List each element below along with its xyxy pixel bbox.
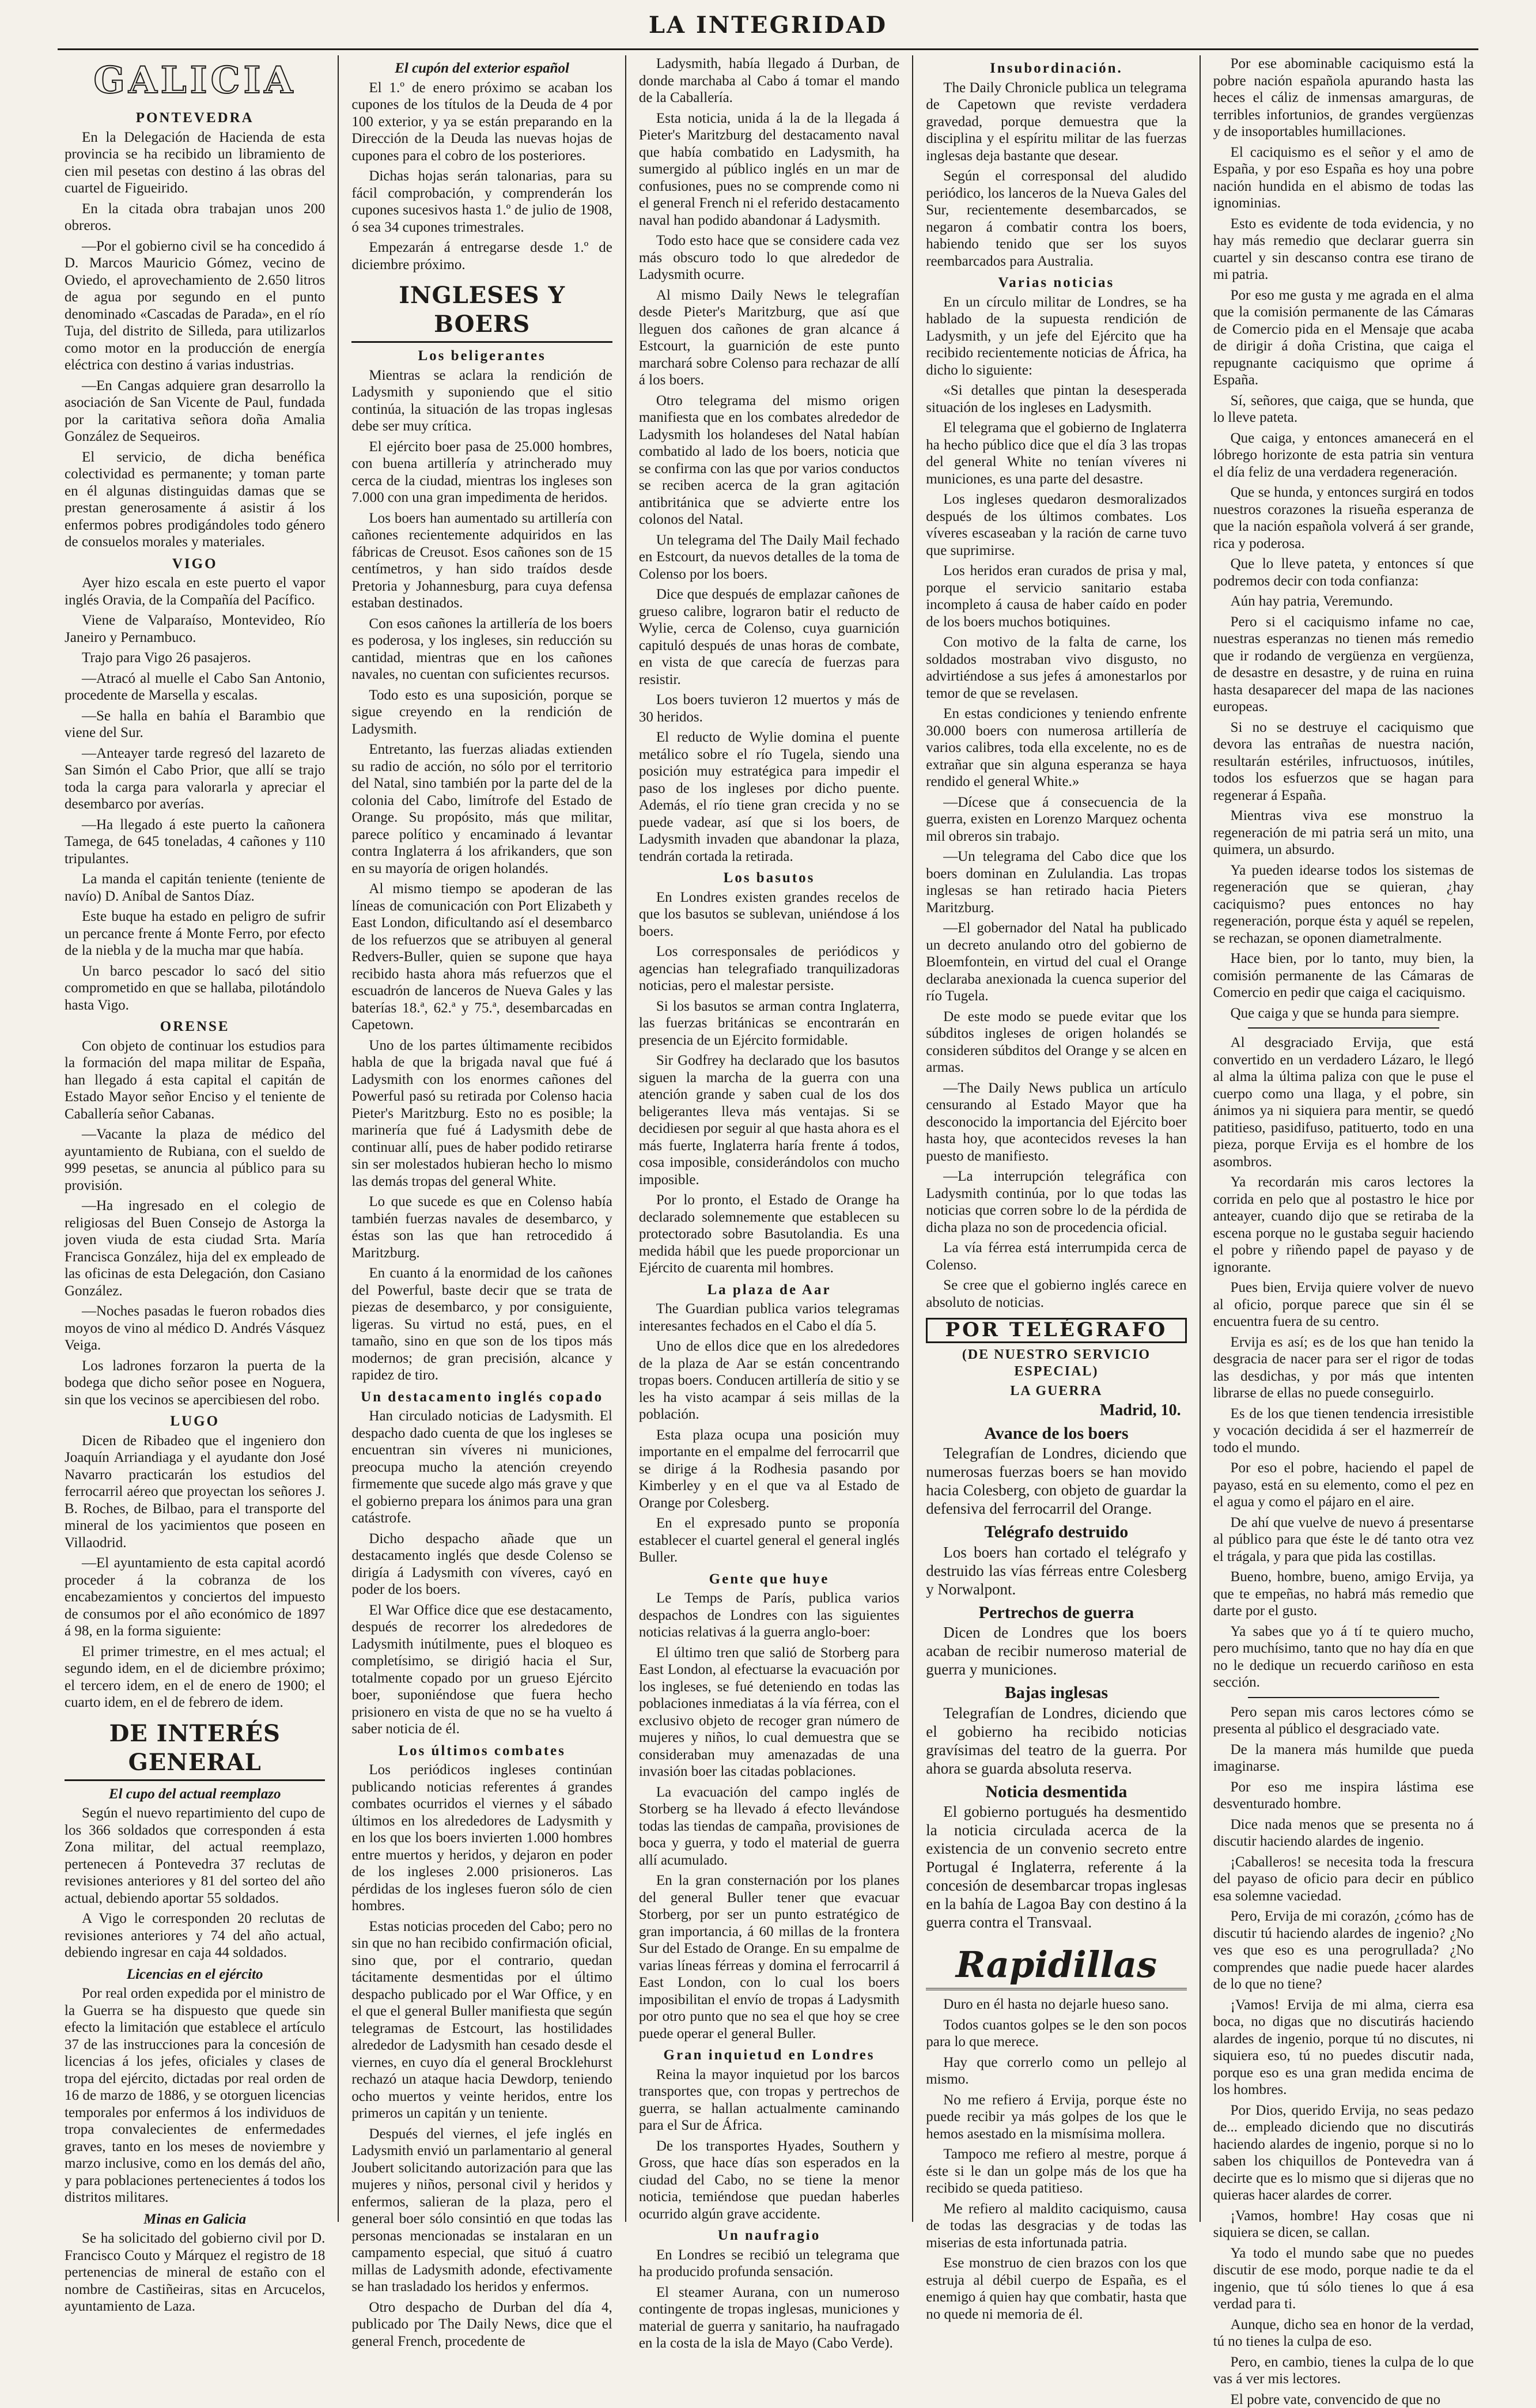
column-1	[52, 55, 338, 2222]
paragraph: De este modo se puede evitar que los súbditos ingleses de origen holandés se consideren súbditos del Orange y se alcen en armas.	[926, 1008, 1186, 1076]
paragraph: El gobierno portugués ha desmentido la noticia circulada acerca de la existencia de un convenio secreto entre Portugal é Inglaterra, referente á la concesión de desembarcar tropas inglesas en la bahía de Lagoa Bay con destino á la guerra contra el Transvaal.	[926, 1802, 1186, 1931]
subhead-varias-noticias: Varias noticias	[926, 274, 1186, 292]
subhead-orense: ORENSE	[65, 1018, 325, 1035]
paragraph: Aún hay patria, Veremundo.	[1213, 593, 1474, 610]
paragraph: En la citada obra trabajan unos 200 obreros.	[65, 201, 325, 235]
paragraph: —The Daily News publica un artículo censurando al Estado Mayor que ha desconocido la importancia del Ejército boer hasta hoy, que acontecidos reveses la han puesto de manifiesto.	[926, 1080, 1186, 1165]
paragraph: Mientras viva ese monstruo la regeneración de mi patria será un mito, una quimera, un absurdo.	[1213, 807, 1474, 859]
paragraph: Dichas hojas serán talonarias, para su fácil comprobación, y comprenderán los cupones sucesivos hasta 1.º de julio de 1908, ó sea 34 cupones trimestrales.	[351, 168, 612, 236]
paragraph: Pero, Ervija de mi corazón, ¿cómo has de discutir tú haciendo alardes de ingenio? ¿No ves que eso es una perogrullada? ¿No comprendes que nadie puede hacer alardes de lo que no tiene?	[1213, 1908, 1474, 1993]
paragraph: El steamer Aurana, con un numeroso contingente de tropas inglesas, municiones y material de guerra y sanitario, ha naufragado en la costa de la isla de Mayo (Cabo Verde).	[639, 2284, 899, 2352]
subhead-plaza-aar: La plaza de Aar	[639, 1282, 899, 1299]
paragraph: Por eso me inspira lástima ese desventurado hombre.	[1213, 1779, 1474, 1813]
paragraph: The Daily Chronicle publica un telegrama de Capetown que reviste verdadera gravedad, porque demuestra que la disciplina y el espíritu militar de las fuerzas inglesas deja bastante que desear.	[926, 80, 1186, 165]
paragraph: Ese monstruo de cien brazos con los que estruja al débil cuerpo de España, es el enemigo á quien hay que combatir, hasta que no quede ni memoria de él.	[926, 2255, 1186, 2323]
paragraph: Si no se destruye el caciquismo que devora las entrañas de nuestra nación, resultarán estériles, infructuosos, inútiles, todos los esfuerzos que se hagan para regenerar á España.	[1213, 719, 1474, 804]
paragraph: El caciquismo es el señor y el amo de España, y por eso España es hoy una pobre nación hundida en el abismo de todas las ignominias.	[1213, 144, 1474, 212]
paragraph: Por ese abominable caciquismo está la pobre nación española apurando hasta las heces el cáliz de inmensas amarguras, de terribles infortunios, de grandes vergüenzas y de insoportables humillaciones.	[1213, 55, 1474, 141]
paragraph: En la Delegación de Hacienda de esta provincia se ha recibido un libramiento de cien mil pesetas con destino á las obras del cuartel de Figueirido.	[65, 129, 325, 197]
paragraph: Los ladrones forzaron la puerta de la bodega que dicho señor posee en Noguera, sin que los vecinos se apercibiesen del robo.	[65, 1358, 325, 1409]
paragraph: Todo esto hace que se considere cada vez más obscuro todo lo que alrededor de Ladysmith ocurre.	[639, 232, 899, 283]
paragraph: Según el nuevo repartimiento del cupo de los 366 soldados que corresponden á esta Zona militar, del actual reemplazo, pertenecen á Pontevedra 37 reclutas de revisiones anteriores y 81 del sorteo del año actual, debiendo aportar 55 soldados.	[65, 1805, 325, 1907]
paragraph: Ladysmith, había llegado á Durban, de donde marchaba al Cabo á tomar el mando de la Caballería.	[639, 55, 899, 107]
paragraph: A Vigo le corresponden 20 reclutas de revisiones anteriores y 74 del año actual, debiendo ingresar en caja 44 soldados.	[65, 1910, 325, 1961]
paragraph: La manda el capitán teniente (teniente de navío) D. Aníbal de Santos Díaz.	[65, 871, 325, 905]
subhead-beligerantes: Los beligerantes	[351, 347, 612, 365]
paragraph: En Londres se recibió un telegrama que ha producido profunda sensación.	[639, 2247, 899, 2281]
paragraph: En estas condiciones y teniendo enfrente 30.000 boers con numerosa artillería de varios calibres, toda ella excelente, no es de extrañar que sin alguna esperanza se haya rendido el general White.»	[926, 705, 1186, 791]
paragraph: Dicen de Londres que los boers acaban de recibir numeroso material de guerra y municiones.	[926, 1623, 1186, 1679]
paragraph: Si los basutos se arman contra Inglaterra, las fuerzas británicas se encontrarán en presencia de un Ejército formidable.	[639, 998, 899, 1049]
paragraph: En un círculo militar de Londres, se ha hablado de la supuesta rendición de Ladysmith, y un jefe del Ejército que ha recibido recientemente noticias de África, ha dicho lo siguiente:	[926, 294, 1186, 379]
subhead-desmentida: Noticia desmentida	[926, 1783, 1186, 1801]
paragraph: ¡Vamos, hombre! Hay cosas que ni siquiera se dicen, se callan.	[1213, 2207, 1474, 2241]
paragraph: —Atracó al muelle el Cabo San Antonio, procedente de Marsella y escalas.	[65, 670, 325, 704]
paragraph: Dicho despacho añade que un destacamento inglés que desde Colenso se dirigía á Ladysmith con víveres, cayó en poder de los boers.	[351, 1530, 612, 1598]
paragraph: Se cree que el gobierno inglés carece en absoluto de noticias.	[926, 1277, 1186, 1311]
paragraph: —Noches pasadas le fueron robados dies moyos de vino al médico D. Andrés Vásquez Veiga.	[65, 1303, 325, 1354]
paragraph: Uno de los partes últimamente recibidos habla de que la brigada naval que fué á Ladysmith con los enormes cañones del Powerful pasó su retirada por Colenso hacia Pieter's Maritzburg. Esto no es posible; la marinería que fué á Ladysmith debe de continuar allí, pues de haber podido retirarse sin ser molestados hubieran hecho lo mismo las demás tropas del general White.	[351, 1037, 612, 1190]
paragraph: Con esos cañones la artillería de los boers es poderosa, y los ingleses, sin reducción su cantidad, mientras que en los cañones navales, no cuentan con suficientes recursos.	[351, 615, 612, 683]
column-5	[1200, 55, 1486, 2222]
paragraph: Los boers tuvieron 12 muertos y más de 30 heridos.	[639, 691, 899, 725]
paragraph: Tampoco me refiero al mestre, porque á éste si le dan un golpe más de los que ha recibido se queda patitieso.	[926, 2146, 1186, 2197]
subhead-pontevedra: PONTEVEDRA	[65, 109, 325, 127]
paragraph: —El gobernador del Natal ha publicado un decreto anulando otro del gobierno de Bloemfontein, en virtud del cual el Orange declaraba anexionada la cuenca superior del río Tugela.	[926, 920, 1186, 1005]
paragraph: —Por el gobierno civil se ha concedido á D. Marcos Mauricio Gómez, vecino de Oviedo, el aprovechamiento de 2.650 litros de agua por segundo en el punto denominado «Cascadas de Parada», en el río Tuja, del distrito de Silleda, para utilizarlos como motor en la producción de energía eléctrica con destino á varias industrias.	[65, 238, 325, 374]
paragraph: No me refiero á Ervija, porque éste no puede recibir ya más golpes de los que le hemos asestado en la mismísima mollera.	[926, 2092, 1186, 2143]
paragraph: —El ayuntamiento de esta capital acordó proceder á la cobranza de los encabezamientos y conciertos del impuesto de consumos por el año económico de 1897 á 98, en la forma siguiente:	[65, 1555, 325, 1640]
paragraph: El servicio, de dicha benéfica colectividad es permanente; y toman parte en él algunas distinguidas damas que se prestan generosamente á asistir á los enfermos pobres prodigándoles todo género de consuelos morales y materiales.	[65, 449, 325, 551]
paragraph: Ya recordarán mis caros lectores la corrida en pelo que al postastro le hice por anteayer, cuando dijo que se retiraba de la escena porque no le gustaba seguir haciendo el pobre y riñendo papel de payaso y de ignorante.	[1213, 1174, 1474, 1276]
column-3	[625, 55, 912, 2222]
paragraph: —Ha ingresado en el colegio de religiosas del Buen Consejo de Astorga la joven viuda de esta ciudad Srta. María Francisca González, hija del ex empleado de las oficinas de esta Delegación, don Casiano González.	[65, 1197, 325, 1299]
paragraph: Dice que después de emplazar cañones de grueso calibre, lograron batir el reducto de Wylie, cerca de Colenso, cuya guarnición capituló después de unas horas de combate, en vista de que carecía de fuerzas para resistir.	[639, 586, 899, 688]
newspaper-title: LA INTEGRIDAD	[649, 12, 887, 39]
paragraph: Ayer hizo escala en este puerto el vapor inglés Oravia, de la Compañía del Pacífico.	[65, 574, 325, 608]
paragraph: Bueno, hombre, bueno, amigo Ervija, ya que te empeñas, no habrá más remedio que darte por el gusto.	[1213, 1568, 1474, 1620]
paragraph: —Dícese que á consecuencia de la guerra, existen en Lorenzo Marquez ochenta mil obreros sin trabajo.	[926, 794, 1186, 845]
paragraph: En cuanto á la enormidad de los cañones del Powerful, baste decir que se trata de piezas de desembarco, y por consiguiente, ligeras. Su virtud no está, pues, en el tamaño, sino en que son de los tipos más modernos; de gran precisión, alcance y rapidez de tiro.	[351, 1265, 612, 1384]
paragraph: En el expresado punto se proponía establecer el cuartel general el general inglés Buller.	[639, 1515, 899, 1566]
paragraph: Telegrafían de Londres, diciendo que numerosas fuerzas boers se han movido hacia Colesberg, con objeto de guardar la defensiva del ferrocarril del Orange.	[926, 1444, 1186, 1518]
paragraph: Pero sepan mis caros lectores cómo se presenta al público el desgraciado vate.	[1213, 1704, 1474, 1738]
paragraph: Uno de ellos dice que en los alrededores de la plaza de Aar se están concentrando tropas boers. Conducen artillería de sitio y se les ha visto acampar á seis millas de la población.	[639, 1338, 899, 1423]
paragraph: Por Dios, querido Ervija, no seas pedazo de... empleado diciendo que no discutirás haciendo alardes de ingenio, porque si no lo saben los chiquillos de Pontevedra van á decirte que es lo mismo que si dijeras que no quieras hacer alardes de correr.	[1213, 2102, 1474, 2204]
paragraph: Los boers han cortado el telégrafo y destruido las vías férreas entre Colesberg y Norwalpont.	[926, 1543, 1186, 1598]
subhead-licencias: Licencias en el ejército	[65, 1966, 325, 1983]
section-title-rapidillas: Rapidillas	[926, 1942, 1186, 1990]
paragraph: Pues bien, Ervija quiere volver de nuevo al oficio, porque parece que sin él se encuentra fuera de su centro.	[1213, 1279, 1474, 1330]
subhead-vigo: VIGO	[65, 555, 325, 573]
paragraph: Al mismo Daily News le telegrafían desde Pieter's Maritzburg, que así que lleguen dos cañones de gran alcance á Estcourt, la guarnición de este punto marchará sobre Colenso para rechazar de allí á los boers.	[639, 287, 899, 389]
divider	[1248, 1697, 1439, 1698]
paragraph: Otro despacho de Durban del día 4, publicado por The Daily News, dice que el general French, procedente de	[351, 2299, 612, 2350]
subhead-naufragio: Un naufragio	[639, 2227, 899, 2244]
paragraph: Ervija es así; es de los que han tenido la desgracia de nacer para ser el rigor de todas las desdichas, y por más que intenten librarse de ellas no puede conseguirlo.	[1213, 1334, 1474, 1402]
paragraph: Por eso el pobre, haciendo el papel de payaso, está en su elemento, como el pez en el agua y como el pájaro en el aire.	[1213, 1460, 1474, 1511]
paragraph: Le Temps de París, publica varios despachos de Londres con las siguientes noticias relativas á la guerra anglo-boer:	[639, 1590, 899, 1641]
paragraph: «Si detalles que pintan la desesperada situación de los ingleses en Ladysmith.	[926, 382, 1186, 416]
paragraph: El pobre vate, convencido de que no	[1213, 2391, 1474, 2408]
subhead-inquietud: Gran inquietud en Londres	[639, 2047, 899, 2064]
paragraph: Dicen de Ribadeo que el ingeniero don Joaquín Arriandiaga y el ayudante don José Navarro practicarán los estudios del ferrocarril aéreo que proyectan los señores J. B. Roches, de Bilbao, para el transporte del mineral de los yacimientos que poseen en Villaodrid.	[65, 1432, 325, 1552]
subhead-cupon: El cupón del exterior español	[351, 60, 612, 77]
paragraph: Por real orden expedida por el ministro de la Guerra se ha dispuesto que quede sin efecto la limitación que establece el artículo 37 de las instrucciones para la concesión de licencias á los jefes, oficiales y clases de tropa del ejército, dictadas por real orden de 16 de marzo de 1886, y se otorguen licencias temporales por enfermos á los individuos de tropa convalecientes de enfermedades graves, tanto en los meses de noviembre y marzo inclusive, como en los demás del año, y para poblaciones pertenecientes á todos los distritos militares.	[65, 1985, 325, 2206]
paragraph: Esta plaza ocupa una posición muy importante en el empalme del ferrocarril que se dirige á la Rodhesia pasando por Kimberley y en el que va al Estado de Orange por Colesberg.	[639, 1427, 899, 1512]
paragraph: Los ingleses quedaron desmoralizados después de los últimos combates. Los víveres escaseaban y la ración de carne tuvo que suprimirse.	[926, 491, 1186, 559]
paragraph: Que caiga y que se hunda para siempre.	[1213, 1005, 1474, 1022]
paragraph: —En Cangas adquiere gran desarrollo la asociación de San Vicente de Paul, fundada por la caritativa señora doña Amalia González de Sequeiros.	[65, 377, 325, 445]
paragraph: Que caiga, y entonces amanecerá en el lóbrego horizonte de esta patria sin ventura el día feliz de una verdadera regeneración.	[1213, 430, 1474, 481]
paragraph: Pero si el caciquismo infame no cae, nuestras esperanzas no tienen más remedio que ir rodando de vergüenza en vergüenza, de desastre en desastre, y de ruina en ruina hasta desaparecer del mapa de las naciones europeas.	[1213, 614, 1474, 716]
paragraph: De los transportes Hyades, Southern y Gross, que hace días son esperados en la ciudad del Cabo, no se tiene la menor noticia, temiéndose que puedan haberles ocurrido algún grave accidente.	[639, 2138, 899, 2223]
page-columns	[52, 55, 1486, 2222]
paragraph: Hay que correrlo como un pellejo al mismo.	[926, 2054, 1186, 2088]
paragraph: El telegrama que el gobierno de Inglaterra ha hecho público dice que el día 3 las tropas del general White no tenían víveres ni municiones, es una parte del desastre.	[926, 419, 1186, 487]
subhead-gente-huye: Gente que huye	[639, 1571, 899, 1588]
telegraph-dateline: Madrid, 10.	[926, 1402, 1181, 1419]
paragraph: Es de los que tienen tendencia irresistible y vocación decidida á ser el hazmerreír de todo el mundo.	[1213, 1405, 1474, 1457]
paragraph: Todos cuantos golpes se le den son pocos para lo que merece.	[926, 2017, 1186, 2051]
paragraph: Los periódicos ingleses continúan publicando noticias referentes á grandes combates ocurridos el viernes y el sábado últimos en los alrededores de Ladysmith y en los que los boers invierten 1.000 hombres entre muertos y heridos, y dejaron en poder de los ingleses 2.000 prisioneros. Las pérdidas de los ingleses fueron sólo de cien hombres.	[351, 1761, 612, 1915]
subhead-avance: Avance de los boers	[926, 1425, 1186, 1442]
subhead-insubordinacion: Insubordinación.	[926, 60, 1186, 77]
paragraph: El primer trimestre, en el mes actual; el segundo idem, en el de diciembre próximo; el tercero idem, en el de enero de 1900; el cuarto idem, en el de febrero de idem.	[65, 1643, 325, 1711]
paragraph: En la gran consternación por los planes del general Buller tener que evacuar Storberg, por ser un punto estratégico de gran importancia, á 60 millas de la frontera Sur del Estado de Orange. En su empalme de varias líneas férreas y domina el ferrocarril á East London, con lo cual los boers imposibilitan el envío de tropas á Ladysmith por otro punto que no sea el que hoy se cree puede operar el general Buller.	[639, 1872, 899, 2042]
paragraph: —Vacante la plaza de médico del ayuntamiento de Rubiana, con el sueldo de 999 pesetas, se anuncia al público para su provisión.	[65, 1126, 325, 1194]
column-4	[912, 55, 1199, 2222]
paragraph: Esto es evidente de toda evidencia, y no hay más remedio que declarar guerra sin cuartel y sin descanso contra ese tirano de mi patria.	[1213, 216, 1474, 283]
paragraph: Al mismo tiempo se apoderan de las líneas de comunicación con Port Elizabeth y East London, dificultando así el desembarco de los refuerzos que se atribuyen al general Redvers-Buller, quien se supone que haya recibido hasta ahora más refuerzos que el escuadrón de lanceros de Nueva Gales y las baterías 18.ª, 62.ª y 75.ª, desembarcadas en Capetown.	[351, 880, 612, 1034]
subhead-destacamento: Un destacamento inglés copado	[351, 1389, 612, 1406]
paragraph: Duro en él hasta no dejarle hueso sano.	[926, 1996, 1186, 2013]
section-title-ingleses-boers: INGLESES Y BOERS	[351, 281, 612, 343]
masthead	[0, 0, 1536, 50]
subhead-lugo: LUGO	[65, 1413, 325, 1430]
paragraph: Se ha solicitado del gobierno civil por D. Francisco Couto y Márquez el registro de 18 pertenencias de mineral de estaño con el nombre de Castiñeiras, sitas en Arcucelos, ayuntamiento de Laza.	[65, 2230, 325, 2315]
paragraph: Ya todo el mundo sabe que no puedes discutir de ese modo, porque nadie te da el ingenio, que tú sólo tienes lo que á esa verdad para ti.	[1213, 2245, 1474, 2313]
paragraph: Los corresponsales de periódicos y agencias han telegrafiado tranquilizadoras noticias, pero el malestar persiste.	[639, 943, 899, 995]
paragraph: Un barco pescador lo sacó del sitio comprometido en que se hallaba, pilotándolo hasta Vigo.	[65, 963, 325, 1014]
paragraph: Otro telegrama del mismo origen manifiesta que en los combates alrededor de Ladysmith los holandeses del Natal habían combatido al lado de los boers, noticia que se confirma con las que por varios conductos se reciben acerca de la gran agitación antibritánica que se advierte entre los colonos del Natal.	[639, 392, 899, 528]
paragraph: Sí, señores, que caiga, que se hunda, que lo lleve pateta.	[1213, 392, 1474, 426]
paragraph: ¡Vamos! Ervija de mi alma, cierra esa boca, no digas que no discutirás haciendo alardes de ingenio, porque tú no discutes, ni siquiera eso, tú no puedes discutir nada, porque eso es una gran medida encima de los hombres.	[1213, 1997, 1474, 2099]
subhead-bajas: Bajas inglesas	[926, 1684, 1186, 1702]
paragraph: Con objeto de continuar los estudios para la formación del mapa militar de España, han llegado á esta capital el capitán de Estado Mayor señor Enciso y el teniente de Caballería señor Cabanas.	[65, 1038, 325, 1123]
paragraph: Los boers han aumentado su artillería con cañones recientemente adquiridos en las fábricas de Creusot. Esos cañones son de 15 centímetros, y han sido traídos desde Pretoria y Johannesburg, para cuya defensa estaban destinados.	[351, 510, 612, 612]
subhead-pertrechos: Pertrechos de guerra	[926, 1604, 1186, 1621]
column-2	[338, 55, 625, 2222]
subhead-minas: Minas en Galicia	[65, 2211, 325, 2228]
top-rule	[58, 48, 1478, 50]
paragraph: El 1.º de enero próximo se acaban los cupones de los títulos de la Deuda de 4 por 100 exterior, y ya se están preparando en la Dirección de la Deuda las nuevas hojas de cupones para el cobro de los posteriores.	[351, 80, 612, 165]
paragraph: Al desgraciado Ervija, que está convertido en un verdadero Lázaro, le llegó al alma la última paliza con que le puse el cuerpo como una llaga, y el pobre, sin ánimos ya ni siquiera para mentir, se quedó patitieso, pasidifuso, patituerto, todo en una pieza, porque Ervija es el hombre de los asombros.	[1213, 1034, 1474, 1170]
telegraph-subtitle: (DE NUESTRO SERVICIO ESPECIAL)	[926, 1347, 1186, 1381]
telegraph-section: LA GUERRA	[926, 1383, 1186, 1400]
paragraph: Estas noticias proceden del Cabo; pero no sin que no han recibido confirmación oficial, sino que, por el contrario, quedan tácitamente desmentidas por el último despacho publicado por el War Office, y en el que el general Buller manifiesta que según telegramas de Estcourt, las hostilidades alrededor de Ladysmith han cesado desde el viernes, en cuyo día el general Brocklehurst rechazó un ataque hacia Dewdorp, teniendo ocho muertos y veinte heridos, entre los primeros un capitán y un teniente.	[351, 1918, 612, 2122]
paragraph: Por lo pronto, el Estado de Orange ha declarado solemnemente que establecen su protectorado sobre Basutolandia. Es una medida hábil que les puede proporcionar un Ejército de cuarenta mil hombres.	[639, 1192, 899, 1277]
paragraph: Entretanto, las fuerzas aliadas extienden su radio de acción, no sólo por el territorio del Natal, sino también por la parte del de la colonia del Cabo, limítrofe del Estado de Orange. Su propósito, más que militar, parece político y encaminado á levantar contra Inglaterra á los afrikanders, que son en su mayoría de origen holandés.	[351, 741, 612, 877]
paragraph: Me refiero al maldito caciquismo, causa de todas las desgracias y de todas las miserias de esta infortunada patria.	[926, 2201, 1186, 2252]
section-title-interes-general: DE INTERÉS GENERAL	[65, 1719, 325, 1781]
paragraph: —Ha llegado á este puerto la cañonera Tamega, de 645 toneladas, 4 cañones y 110 tripulantes.	[65, 816, 325, 868]
paragraph: The Guardian publica varios telegramas interesantes fechados en el Cabo el día 5.	[639, 1301, 899, 1335]
paragraph: —Un telegrama del Cabo dice que los boers dominan en Zululandia. Las tropas inglesas se han retirado hacia Pieters Maritzburg.	[926, 848, 1186, 916]
paragraph: Los heridos eran curados de prisa y mal, porque el servicio sanitario estaba incompleto á causa de haber caído en poder de los boers muchos botiquines.	[926, 562, 1186, 630]
paragraph: El War Office dice que ese destacamento, después de recorrer los alrededores de Ladysmith inútilmente, pues el bloqueo es completísimo, se dirigió hacia el Sur, totalmente copado por un grueso Ejército boer, suponiéndose que fuera hecho prisionero en vista de que no se ha vuelto á saber noticia de él.	[351, 1602, 612, 1738]
paragraph: ¡Caballeros! se necesita toda la frescura del payaso de oficio para decir en público esa solemne vaciedad.	[1213, 1854, 1474, 1905]
paragraph: Lo que sucede es que en Colenso había también fuerzas navales de desembarco, y éstas son las que han retrocedido á Maritzburg.	[351, 1193, 612, 1261]
subhead-ultimos-combates: Los últimos combates	[351, 1742, 612, 1760]
paragraph: Hace bien, por lo tanto, muy bien, la comisión permanente de las Cámaras de Comercio en pedir que caiga el caciquismo.	[1213, 950, 1474, 1001]
paragraph: Viene de Valparaíso, Montevideo, Río Janeiro y Pernambuco.	[65, 612, 325, 646]
paragraph: Sir Godfrey ha declarado que los basutos siguen la marcha de la guerra con una atención grande y saben cual de los dos beligerantes lleva más ventajas. Si se decidiesen por seguir al que hasta ahora es el más fuerte, Inglaterra haría frente á todos, cosa imposible, considerándolos con mucho imposible.	[639, 1052, 899, 1188]
paragraph: El último tren que salió de Storberg para East London, al efectuarse la evacuación por los ingleses, se fué deteniendo en todas las poblaciones inmediatas á la vía férrea, con el exclusivo objeto de recoger gran número de mujeres y niños, lo cual demuestra que se consideraban muy amenazadas de una invasión boer las citadas poblaciones.	[639, 1645, 899, 1781]
paragraph: En Londres existen grandes recelos de que los basutos se sublevan, uniéndose á los boers.	[639, 889, 899, 940]
paragraph: La vía férrea está interrumpida cerca de Colenso.	[926, 1239, 1186, 1273]
paragraph: Un telegrama del The Daily Mail fechado en Estcourt, da nuevos detalles de la toma de Colenso por los boers.	[639, 532, 899, 583]
subhead-telegrafo: Telégrafo destruido	[926, 1524, 1186, 1541]
paragraph: Mientras se aclara la rendición de Ladysmith y suponiendo que el sitio continúa, la situación de las tropas inglesas debe ser muy crítica.	[351, 367, 612, 435]
subhead-basutos: Los basutos	[639, 870, 899, 887]
paragraph: De la manera más humilde que pueda imaginarse.	[1213, 1741, 1474, 1775]
paragraph: La evacuación del campo inglés de Storberg se ha llevado á efecto llevándose todas las tiendas de campaña, provisiones de boca y guerra, y todo el material de guerra allí acumulado.	[639, 1784, 899, 1869]
telegraph-title: POR TELÉGRAFO	[926, 1318, 1186, 1343]
paragraph: El ejército boer pasa de 25.000 hombres, con buena artillería y atrincherado muy cerca de la ciudad, mientras los ingleses son 7.000 con una gran impedimenta de heridos.	[351, 438, 612, 506]
paragraph: Que lo lleve pateta, y entonces sí que podremos decir con toda confianza:	[1213, 555, 1474, 589]
paragraph: Por eso me gusta y me agrada en el alma que la comisión permanente de las Cámaras de Comercio pida en el Mensaje que acaba de dirigir á doña Cristina, que caiga el repugnante caciquismo que oprime á España.	[1213, 287, 1474, 389]
paragraph: Con motivo de la falta de carne, los soldados mostraban vivo disgusto, no advirtiéndose a sus jefes á amonestarlos por temor de que se revelasen.	[926, 634, 1186, 702]
paragraph: Dice nada menos que se presenta no á discutir haciendo alardes de ingenio.	[1213, 1816, 1474, 1850]
paragraph: Esta noticia, unida á la de la llegada á Pieter's Maritzburg del destacamento naval que había combatido en Ladysmith, ha sumergido al público inglés en un mar de confusiones, pues no se comprende como ni el general French ni el referido destacamento naval han podido abandonar á Ladysmith.	[639, 110, 899, 229]
paragraph: Todo esto es una suposición, porque se sigue creyendo en la rendición de Ladysmith.	[351, 687, 612, 738]
paragraph: Aunque, dicho sea en honor de la verdad, tú no tienes la culpa de eso.	[1213, 2316, 1474, 2350]
paragraph: —La interrupción telegráfica con Ladysmith continúa, por lo que todas las noticias que corren sobre lo de la pérdida de dicha plaza no son de procedencia oficial.	[926, 1168, 1186, 1236]
paragraph: Este buque ha estado en peligro de sufrir un percance frente á Monte Ferro, por efecto de la niebla y de la mucha mar que había.	[65, 908, 325, 959]
paragraph: Ya pueden idearse todos los sistemas de regeneración que se quieran, ¿hay caciquismo? pues entonces no hay regeneración, porque ésta y aquél se repelen, se rechazan, se oponen diametralmente.	[1213, 862, 1474, 947]
paragraph: Reina la mayor inquietud por los barcos transportes que, con tropas y pertrechos de guerra, se hallan actualmente caminando para el Sur de África.	[639, 2066, 899, 2134]
paragraph: Ya sabes que yo á tí te quiero mucho, pero muchísimo, tanto que no hay día en que no le dedique un recuerdo cariñoso en esta sección.	[1213, 1623, 1474, 1691]
paragraph: De ahí que vuelve de nuevo á presentarse al público para que éste le dé tanto otra vez el trágala, y para que pida las costillas.	[1213, 1514, 1474, 1566]
paragraph: Han circulado noticias de Ladysmith. El despacho dado cuenta de que los ingleses se encuentran sin víveres ni municiones, preocupa mucho la atención creyendo firmemente que sucede algo más grave y que el gobierno prepara los ánimos para una gran catástrofe.	[351, 1408, 612, 1527]
subhead-cupo: El cupo del actual reemplazo	[65, 1786, 325, 1803]
paragraph: Que se hunda, y entonces surgirá en todos nuestros corazones la risueña esperanza de que la nación española volverá á ser grande, rica y poderosa.	[1213, 484, 1474, 552]
paragraph: Trajo para Vigo 26 pasajeros.	[65, 649, 325, 667]
paragraph: Pero, en cambio, tienes la culpa de lo que vas á ver mis lectores.	[1213, 2354, 1474, 2388]
paragraph: —Anteayer tarde regresó del lazareto de San Simón el Cabo Prior, que allí se trajo toda la carga para valorarla y apreciar el desembarco por averías.	[65, 745, 325, 813]
paragraph: El reducto de Wylie domina el puente metálico sobre el río Tugela, siendo una posición muy estratégica para impedir el paso de los ingleses por dicho puente. Además, el río tiene gran crecida y no se puede vadear, así que si los boers, de Ladysmith invaden que abandonar la plaza, tendrán cortada la retirada.	[639, 729, 899, 865]
divider	[1248, 1027, 1439, 1029]
paragraph: Telegrafían de Londres, diciendo que el gobierno ha recibido noticias gravísimas del teatro de la guerra. Por ahora se guarda absoluta reserva.	[926, 1704, 1186, 1778]
paragraph: —Se halla en bahía el Barambio que viene del Sur.	[65, 708, 325, 742]
paragraph: Después del viernes, el jefe inglés en Ladysmith envió un parlamentario al general Joubert solicitando autorización para que las mujeres y niños, personal civil y heridos y enfermos, salieran de la plaza, pero el general boer sólo consintió en que todas las personas mencionadas se instalaran en un campamento especial, que situó á cuatro millas de Ladysmith adonde, efectivamente se han trasladado los heridos y enfermos.	[351, 2126, 612, 2296]
section-title-galicia: GALICIA	[65, 58, 325, 104]
paragraph: Empezarán á entregarse desde 1.º de diciembre próximo.	[351, 239, 612, 273]
paragraph: Según el corresponsal del aludido periódico, los lanceros de la Nueva Gales del Sur, recientemente desembarcados, se negaron á combatir contra los boers, habiendo tenido que ser los suyos reembarcados para Australia.	[926, 168, 1186, 270]
